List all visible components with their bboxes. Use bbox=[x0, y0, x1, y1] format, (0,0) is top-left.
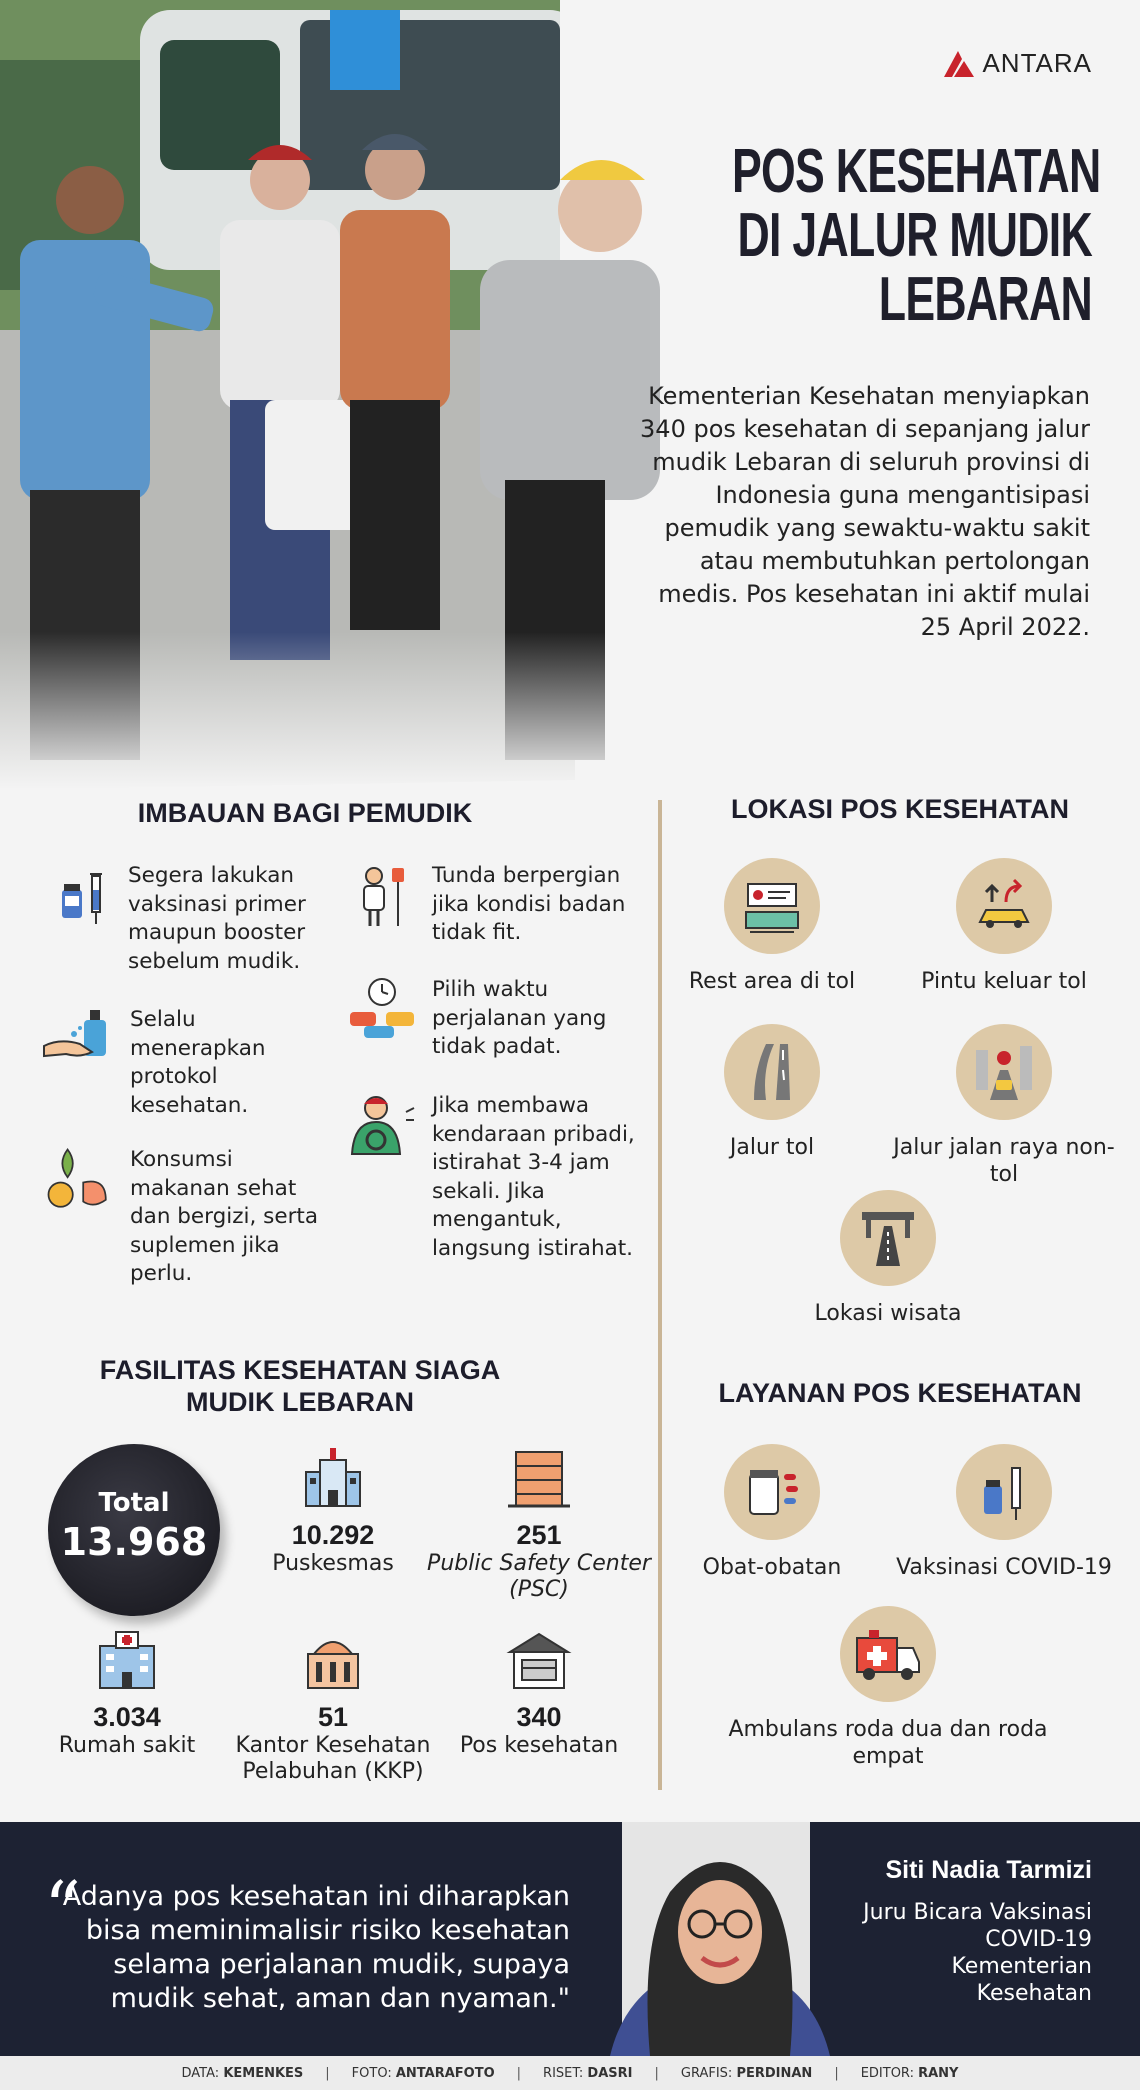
psc-building-icon bbox=[504, 1446, 574, 1510]
facility-count: 340 bbox=[516, 1702, 562, 1732]
speaker-role-line: Kesehatan bbox=[976, 1981, 1092, 2006]
logo-text: ANTARA bbox=[982, 48, 1092, 78]
facility-item bbox=[424, 1628, 654, 1759]
tip-item bbox=[48, 862, 328, 976]
fasilitas-title-line: FASILITAS KESEHATAN SIAGA bbox=[99, 1355, 501, 1385]
hospital-icon bbox=[92, 1628, 162, 1692]
credit-item: GRAFIS: PERDINAN bbox=[680, 2065, 813, 2081]
header-photo bbox=[0, 0, 680, 790]
tip-item bbox=[40, 1006, 330, 1120]
total-label: Total bbox=[98, 1488, 170, 1518]
lokasi-label: Jalur tol bbox=[729, 1135, 815, 1160]
credit-item: RISET: DASRI bbox=[543, 2065, 633, 2081]
tip-text: Konsumsi makanan sehat dan bergizi, serta suplemen jika perlu. bbox=[130, 1147, 319, 1286]
page-title bbox=[732, 137, 1101, 334]
lokasi-label: Jalur jalan raya non-tol bbox=[893, 1135, 1115, 1187]
lokasi-label: Lokasi wisata bbox=[814, 1301, 962, 1326]
facility-item bbox=[424, 1446, 654, 1603]
tip-item bbox=[352, 862, 632, 948]
facility-label: Public Safety Center (PSC) bbox=[427, 1551, 651, 1602]
medicine-icon bbox=[740, 1460, 804, 1524]
credits-bar: DATA: KEMENKES | FOTO: ANTARAFOTO | RISET: DASRI | GRAFIS: PERDINAN | EDITOR: RANY bbox=[0, 2056, 1140, 2090]
tip-text: Pilih waktu perjalanan yang tidak padat. bbox=[432, 977, 607, 1059]
lokasi-item bbox=[652, 858, 892, 995]
toll-exit-icon bbox=[972, 874, 1036, 938]
lokasi-title: LOKASI POS KESEHATAN bbox=[730, 794, 1070, 824]
facility-count: 10.292 bbox=[291, 1520, 375, 1550]
lokasi-item bbox=[768, 1190, 1008, 1327]
imbauan-title: IMBAUAN BAGI PEMUDIK bbox=[137, 798, 473, 828]
puskesmas-icon bbox=[298, 1446, 368, 1510]
speaker-role-line: Kementerian bbox=[951, 1954, 1092, 1979]
credit-item: EDITOR: RANY bbox=[860, 2065, 959, 2081]
tip-item bbox=[346, 976, 636, 1062]
speaker-name: Siti Nadia Tarmizi bbox=[885, 1856, 1092, 1884]
lokasi-label: Pintu keluar tol bbox=[921, 969, 1087, 994]
total-value: 13.968 bbox=[60, 1520, 208, 1564]
sick-person-icon bbox=[352, 862, 418, 928]
kkp-building-icon bbox=[298, 1628, 368, 1692]
facility-count: 251 bbox=[516, 1520, 562, 1550]
facility-label: Kantor Kesehatan Pelabuhan (KKP) bbox=[235, 1733, 431, 1784]
layanan-label: Ambulans roda dua dan roda empat bbox=[728, 1717, 1048, 1769]
credit-item: DATA: KEMENKES bbox=[181, 2065, 304, 2081]
ambulance-icon bbox=[853, 1622, 923, 1686]
tip-text: Jika membawa kendaraan pribadi, istirahat 3-4 jam sekali. Jika mengantuk, langsung istirahat. bbox=[432, 1093, 635, 1261]
lokasi-label: Rest area di tol bbox=[688, 969, 856, 994]
driver-rest-icon bbox=[346, 1092, 418, 1158]
vaccine-icon bbox=[48, 862, 114, 928]
title-line: LEBARAN bbox=[878, 265, 1092, 334]
title-line: DI JALUR MUDIK bbox=[737, 201, 1092, 270]
tourism-gate-icon bbox=[856, 1206, 920, 1270]
layanan-item bbox=[884, 1444, 1124, 1581]
intro-paragraph: Kementerian Kesehatan menyiapkan 340 pos kesehatan di sepanjang jalur mudik Lebaran di seluruh provinsi di Indonesia guna mengantisipasi pemudik yang sewaktu-waktu sakit atau membutuhkan pertolongan medis. Pos kesehatan ini aktif mulai 25 April 2022. bbox=[640, 382, 1090, 641]
healthy-food-icon bbox=[40, 1146, 116, 1212]
quote-mark-icon: “ bbox=[44, 1866, 81, 1950]
tip-item bbox=[346, 1092, 636, 1263]
title-line: POS KESEHATAN bbox=[732, 137, 1101, 206]
layanan-title: LAYANAN POS KESEHATAN bbox=[718, 1378, 1082, 1408]
traffic-clock-icon bbox=[346, 976, 418, 1042]
antara-logo-icon bbox=[942, 49, 976, 79]
speaker-role-line: COVID-19 bbox=[985, 1927, 1092, 1952]
quote-text: Adanya pos kesehatan ini diharapkan bisa meminimalisir risiko kesehatan selama perjalanan mudik, supaya mudik sehat, aman dan nyaman." bbox=[62, 1881, 570, 2014]
layanan-label: Obat-obatan bbox=[702, 1555, 842, 1580]
total-badge bbox=[48, 1444, 220, 1616]
facility-count: 3.034 bbox=[93, 1702, 161, 1732]
layanan-label: Vaksinasi COVID-19 bbox=[896, 1555, 1112, 1580]
speaker-role-line: Juru Bicara Vaksinasi bbox=[863, 1900, 1092, 1925]
facility-label: Rumah sakit bbox=[58, 1733, 196, 1758]
tip-text: Selalu menerapkan protokol kesehatan. bbox=[130, 1007, 266, 1118]
tip-item bbox=[40, 1146, 330, 1289]
facility-item bbox=[218, 1446, 448, 1577]
lokasi-item bbox=[884, 1024, 1124, 1188]
facility-item bbox=[12, 1628, 242, 1759]
toll-road-icon bbox=[740, 1040, 804, 1104]
speaker-info bbox=[792, 1856, 1092, 2007]
lokasi-item bbox=[652, 1024, 892, 1161]
layanan-item bbox=[728, 1606, 1048, 1770]
facility-item bbox=[218, 1628, 448, 1785]
tip-text: Tunda berpergian jika kondisi badan tidak fit. bbox=[432, 863, 626, 945]
rest-area-icon bbox=[740, 874, 804, 938]
health-post-icon bbox=[504, 1628, 574, 1692]
facility-label: Pos kesehatan bbox=[459, 1733, 619, 1758]
vaccine-icon bbox=[972, 1460, 1036, 1524]
fasilitas-title-line: MUDIK LEBARAN bbox=[186, 1387, 414, 1417]
handwash-icon bbox=[40, 1006, 116, 1072]
credit-item: FOTO: ANTARAFOTO bbox=[351, 2065, 495, 2081]
facility-count: 51 bbox=[317, 1702, 349, 1732]
tip-text: Segera lakukan vaksinasi primer maupun booster sebelum mudik. bbox=[128, 863, 306, 974]
layanan-item bbox=[652, 1444, 892, 1581]
city-road-icon bbox=[972, 1040, 1036, 1104]
facility-label: Puskesmas bbox=[272, 1551, 394, 1576]
lokasi-item bbox=[884, 858, 1124, 995]
antara-logo bbox=[942, 48, 1092, 79]
fasilitas-title bbox=[70, 1354, 530, 1418]
